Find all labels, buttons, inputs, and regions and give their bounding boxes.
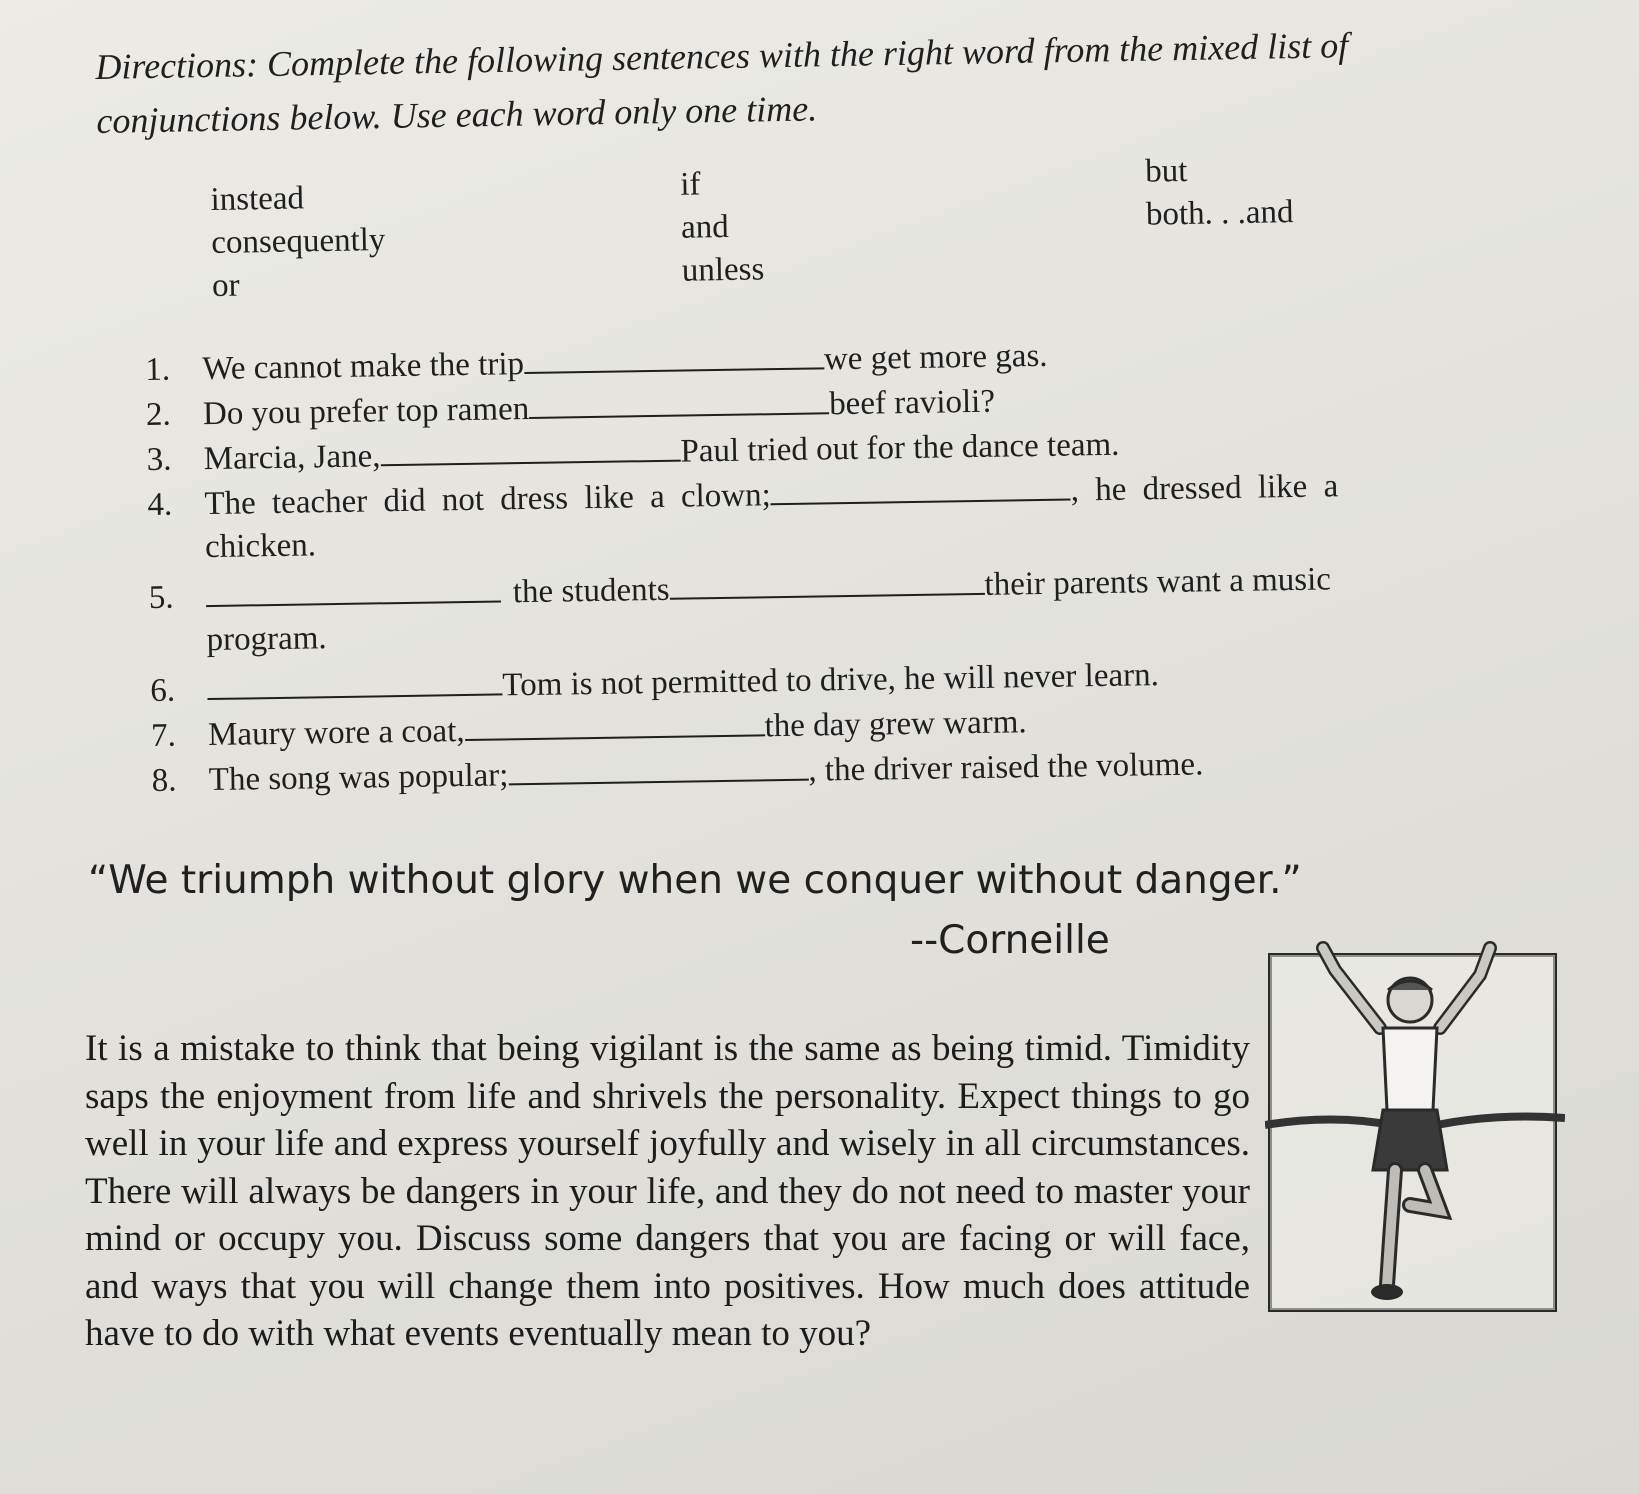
exercise-text: We cannot make the trip bbox=[202, 346, 525, 388]
answer-blank[interactable] bbox=[770, 470, 1070, 505]
exercise-text: we get more gas. bbox=[823, 337, 1048, 378]
runner-shirt bbox=[1383, 1028, 1437, 1110]
answer-blank[interactable] bbox=[508, 751, 808, 786]
exercise-text: Do you prefer top ramen bbox=[202, 390, 530, 433]
exercise-text: , the driver raised the volume. bbox=[808, 746, 1204, 789]
exercise-text: Marcia, Jane, bbox=[203, 438, 381, 478]
directions-text: Directions: Complete the following sentences with the right word from the mixed list of conjunctions below. Use each word only one time. bbox=[95, 25, 1349, 141]
exercise-text: the day grew warm. bbox=[764, 704, 1027, 745]
exercise-number: 6. bbox=[150, 672, 176, 709]
word-bank-item: or bbox=[211, 267, 240, 304]
answer-blank[interactable] bbox=[529, 384, 829, 419]
quote-author: --Corneille bbox=[910, 918, 1110, 963]
exercise-text: the students bbox=[512, 571, 670, 611]
exercise-number: 7. bbox=[150, 717, 177, 754]
runner-illustration bbox=[1265, 940, 1565, 1340]
exercise-continuation: program. bbox=[206, 620, 327, 659]
exercise-text: Paul tried out for the dance team. bbox=[680, 426, 1120, 470]
exercise-text: Tom is not permitted to drive, he will never learn. bbox=[502, 657, 1160, 704]
exercise-text: their parents want a music bbox=[984, 561, 1332, 603]
word-bank bbox=[210, 150, 1362, 320]
word-bank-column-2 bbox=[680, 165, 765, 295]
exercise-text: The teacher did not dress like a clown; bbox=[204, 477, 772, 523]
exercise-number: 8. bbox=[151, 762, 177, 799]
exercise-number: 3. bbox=[146, 441, 172, 478]
runner-shorts bbox=[1373, 1110, 1447, 1170]
answer-blank[interactable] bbox=[464, 706, 764, 741]
word-bank-column-3 bbox=[1145, 151, 1294, 240]
exercise-number: 5. bbox=[148, 579, 174, 616]
word-bank-column-1 bbox=[210, 179, 386, 311]
quote-text: “We triumph without glory when we conquer without danger.” bbox=[88, 858, 1302, 903]
exercise-list bbox=[145, 329, 1492, 806]
exercise-text: Maury wore a coat, bbox=[207, 713, 465, 754]
word-bank-item: and bbox=[680, 208, 730, 246]
word-bank-item: both. . .and bbox=[1145, 194, 1294, 233]
exercise-number: 2. bbox=[145, 396, 172, 433]
exercise-number: 1. bbox=[145, 351, 171, 388]
word-bank-item: instead bbox=[210, 180, 305, 218]
word-bank-item: but bbox=[1144, 152, 1188, 190]
discussion-paragraph: It is a mistake to think that being vigilant is the same as being timid. Timidity saps the enjoyment from life and shrivels the personality. Expect things to go well in your life and express yourself joyfully and wisely in all circumstances. There will always be dangers in your life, and they do not need to master your mind or occupy you. Discuss some dangers that you are facing or will face, and ways that you will change them into positives. How much does attitude have to do with what events eventually mean to you? bbox=[85, 1028, 1250, 1354]
exercise-text: , he dressed like a bbox=[1070, 468, 1339, 509]
word-bank-item: consequently bbox=[210, 221, 386, 261]
exercise-continuation: chicken. bbox=[204, 527, 317, 566]
exercise-number: 4. bbox=[147, 486, 173, 523]
exercise-text: The song was popular; bbox=[208, 757, 509, 799]
word-bank-item: if bbox=[680, 166, 701, 203]
runner-shoe bbox=[1371, 1284, 1403, 1300]
answer-blank[interactable] bbox=[207, 665, 502, 700]
answer-blank[interactable] bbox=[380, 432, 680, 467]
exercise-text: beef ravioli? bbox=[828, 383, 996, 423]
answer-blank[interactable] bbox=[669, 565, 984, 600]
word-bank-item: unless bbox=[681, 251, 765, 289]
answer-blank[interactable] bbox=[206, 572, 501, 607]
answer-blank[interactable] bbox=[524, 339, 824, 374]
